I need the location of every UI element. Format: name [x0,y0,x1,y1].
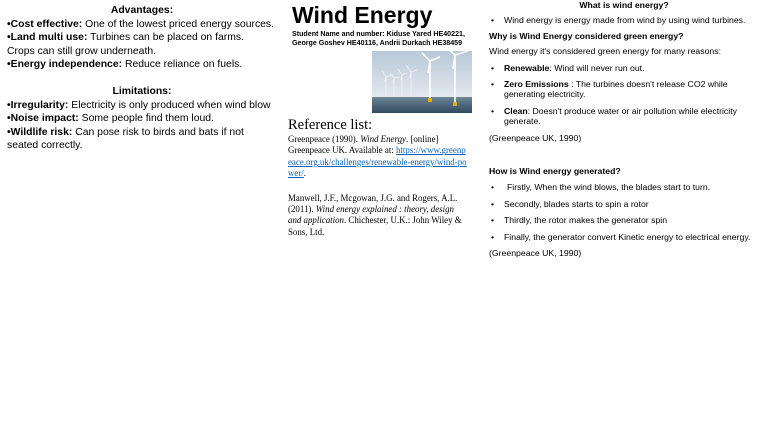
advantage-item: Crops can still grow underneath. [7,45,157,57]
page-title: Wind Energy [292,2,433,28]
reference-list-title: Reference list: [288,117,373,133]
reference-item: Manwell, J.F., Mcgowan, J.G. and Rogers, A.L. (2011). Wind energy explained : theory, design and application. Chichester, U.K.: John Wiley & Sons, Ltd. [288,192,462,237]
reference-item: Greenpeace (1990). Wind Energy. [online] Greenpeace UK. Available at: https://www.greenpeace.org.uk/challenges/renewable-energy/wind-power/. [288,134,467,179]
list-item: • Firstly, When the wind blows, the blades start to turn. [489,182,759,192]
paragraph: Wind energy it's considered green energy for many reasons: [489,46,721,57]
list-item: • Thirdly, the rotor makes the generator spin [489,215,759,225]
advantage-item: •Land multi use: Turbines can be placed on farms. [7,32,244,43]
limitation-item: •Noise impact: Some people find them loud. [7,113,214,124]
wind-turbines-photo [372,51,472,113]
limitations-heading: Limitations: [112,86,172,97]
list-item: • Wind energy is energy made from wind by using wind turbines. [489,15,759,25]
reasons-list [489,63,759,127]
advantages-heading: Advantages: [110,5,174,16]
question-heading: Why is Wind Energy considered green energy? [489,30,684,41]
answer-list [489,15,759,25]
limitation-item: •Irregularity: Electricity is only produced when wind blow [7,99,271,111]
list-item: • Secondly, blades starts to spin a rotor [489,199,759,209]
steps-list [489,182,759,242]
right-column [489,0,759,259]
list-item: • Finally, the generator convert Kinetic energy to electrical energy. [489,232,759,242]
list-item: • Zero Emissions : The turbines doesn't release CO2 while generating electricity. [489,79,759,100]
question-heading: How is Wind energy generated? [489,166,621,177]
left-column [7,4,277,153]
limitation-item: •Wildlife risk: Can pose risk to birds and bats if not seated correctly. [7,126,244,151]
reference-list [288,134,468,251]
advantage-item: •Energy independence: Reduce reliance on fuels. [7,59,243,70]
reference-link[interactable]: https://www.greenpeace.org.uk/challenges/renewable-energy/wind-power/ [288,145,467,179]
list-item: • Renewable: Wind will never run out. [489,63,759,73]
citation: (Greenpeace UK, 1990) [489,132,582,143]
question-heading: What is wind energy? [579,0,669,10]
list-item: • Clean: Doesn't produce water or air pollution while electricity generate. [489,106,759,127]
citation: (Greenpeace UK, 1990) [489,248,582,259]
advantage-item: •Cost effective: One of the lowest priced energy sources. [7,18,274,30]
student-names: Student Name and number: Kiduse Yared HE40221, George Goshev HE40116, Andrii Durkach HE38459 [292,30,465,47]
